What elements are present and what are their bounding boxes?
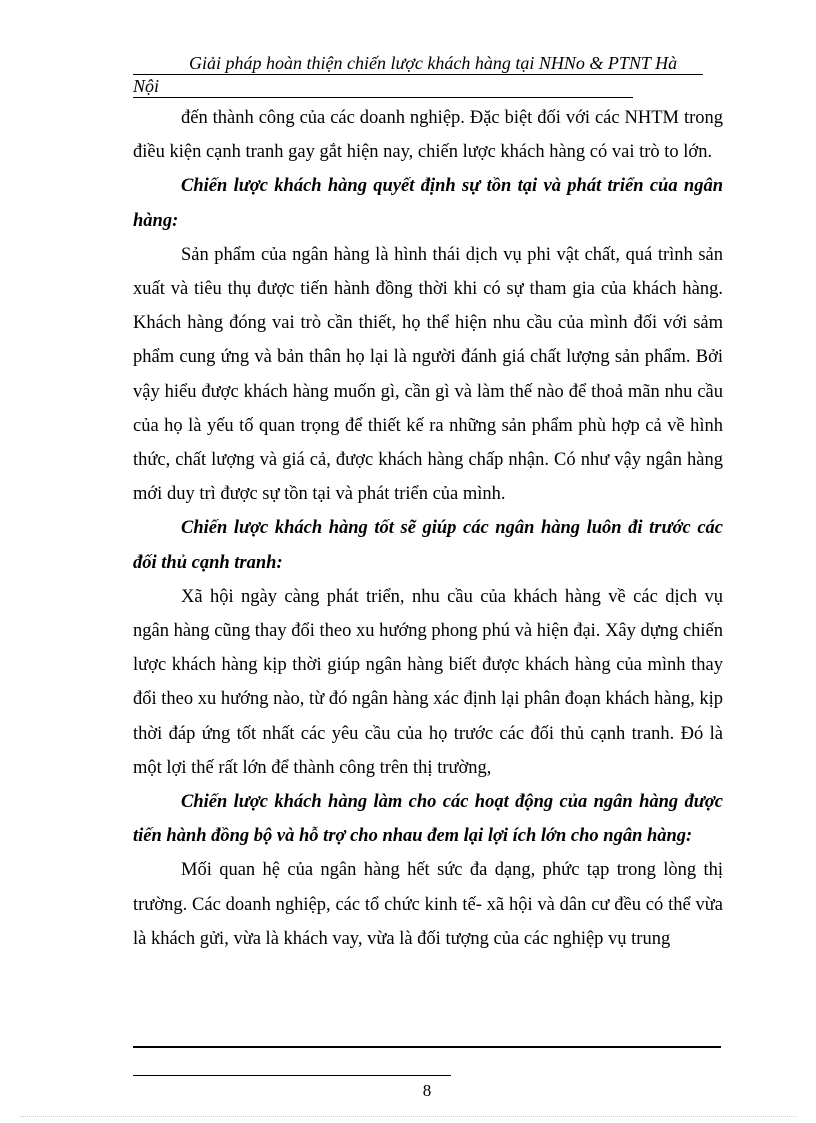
paragraph: đến thành công của các doanh nghiệp. Đặc biệt đối với các NHTM trong điều kiện cạnh tranh gay gắt hiện nay, chiến lược khách hàng có vai trò to lớn. <box>133 108 723 163</box>
body-text <box>133 101 723 956</box>
running-header-line-2: Nội <box>133 75 633 98</box>
footer-divider <box>133 1046 721 1048</box>
paragraph: Xã hội ngày càng phát triển, nhu cầu của khách hàng về các dịch vụ ngân hàng cũng thay đổi theo xu hướng phong phú và hiện đại. Xây dựng chiến lược khách hàng kịp thời giúp ngân hàng biết được khách hàng của mình thay đổi theo xu hướng nào, từ đó ngân hàng xác định lại phân đoạn khách hàng, kịp thời đáp ứng tốt nhất các yêu cầu của họ trước các đối thủ cạnh tranh. Đó là một lợi thế rất lớn để thành công trên thị trường, <box>133 586 723 778</box>
paragraph: Mối quan hệ của ngân hàng hết sức đa dạng, phức tạp trong lòng thị trường. Các doanh nghiệp, các tổ chức kinh tế- xã hội và dân cư đều có thể vừa là khách gửi, vừa là khách vay, vừa là đối tượng của các nghiệp vụ trung <box>133 860 723 949</box>
section-heading: Chiến lược khách hàng tốt sẽ giúp các ngân hàng luôn đi trước các đối thủ cạnh tranh: <box>133 518 723 573</box>
running-header <box>133 52 703 98</box>
section-heading: Chiến lược khách hàng làm cho các hoạt động của ngân hàng được tiến hành đồng bộ và hỗ trợ cho nhau đem lại lợi ích lớn cho ngân hàng: <box>133 792 723 847</box>
page-number: 8 <box>422 1081 432 1100</box>
paragraph: Sản phẩm của ngân hàng là hình thái dịch vụ phi vật chất, quá trình sản xuất và tiêu thụ được tiến hành đồng thời khi có sự tham gia của khách hàng. Khách hàng đóng vai trò cần thiết, họ thể hiện nhu cầu của mình đối với sảm phẩm cung ứng và bản thân họ lại là người đánh giá chất lượng sản phẩm. Bởi vậy hiểu được khách hàng muốn gì, cần gì và làm thế nào để thoả mãn nhu cầu của họ là yếu tố quan trọng để thiết kế ra những sản phẩm phù hợp cả về hình thức, chất lượng và giá cả, được khách hàng chấp nhận. Có như vậy ngân hàng mới duy trì được sự tồn tại và phát triển của mình. <box>133 244 723 505</box>
running-header-line-1: Giải pháp hoàn thiện chiến lược khách hàng tại NHNo & PTNT Hà <box>133 52 703 75</box>
footnote-divider <box>133 1075 451 1076</box>
page-bottom-edge <box>20 1116 796 1117</box>
section-heading: Chiến lược khách hàng quyết định sự tồn tại và phát triển của ngân hàng: <box>133 176 723 231</box>
